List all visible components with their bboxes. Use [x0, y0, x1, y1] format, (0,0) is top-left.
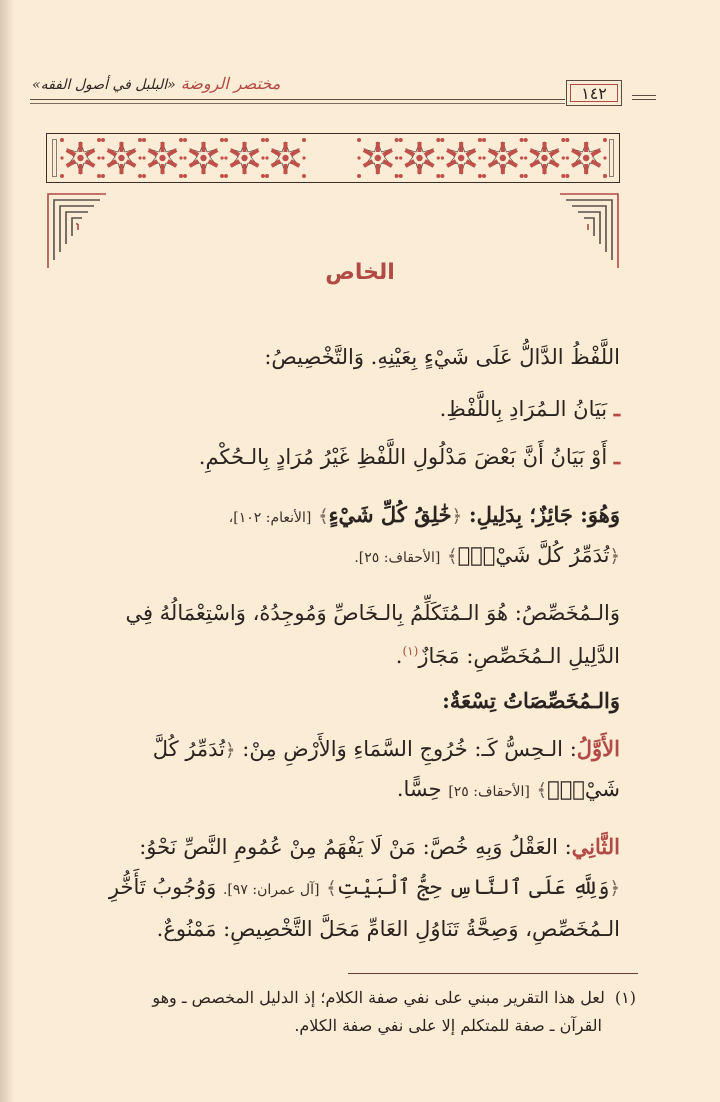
- footnote-separator: [348, 973, 638, 974]
- verse-reference: [الأحقاف: ٢٥].: [354, 550, 441, 566]
- paragraph-line: [396, 636, 620, 671]
- item-label-second: الثَّانِي: [571, 834, 620, 859]
- footnote-continuation: [294, 1014, 602, 1038]
- body-text: وَهُوَ: جَائِزٌ؛ بِدَلِيلِ:: [468, 502, 620, 527]
- quran-verse: تُدَمِّرُ كُلَّ: [152, 737, 226, 761]
- page-number: ١٤٢: [581, 83, 607, 103]
- corner-bracket-left-icon: [46, 192, 106, 268]
- body-text: اللَّفْظُ الدَّالُّ عَلَى شَيْءٍ بِعَيْنِهِ. وَالتَّخْصِيصُ:: [264, 345, 620, 369]
- quran-verse: تُدَمِّرُ كُلَّ شَيْءِۭ: [457, 543, 610, 567]
- paragraph-line: [354, 540, 620, 573]
- quran-close-bracket: ﴾: [318, 506, 329, 527]
- footnote-text: لعل هذا التقرير مبني على نفي صفة الكلام؛ إذ الدليل المخصص ـ وهو: [152, 988, 605, 1007]
- paragraph-line: [139, 832, 620, 862]
- quran-verse: شَيْءِۭ: [547, 777, 620, 801]
- paragraph-line: [153, 734, 620, 766]
- book-title-main: مختصر الروضة: [180, 74, 281, 93]
- paragraph-line: [125, 598, 620, 628]
- ornament-end-cap: [52, 139, 57, 177]
- period: .: [395, 644, 403, 668]
- footnote-number: (١): [614, 988, 636, 1007]
- body-text: وَالـمُخَصِّصَاتُ تِسْعَةٌ:: [442, 688, 620, 713]
- ornament-band: [46, 133, 620, 183]
- footnote: [152, 986, 636, 1010]
- quran-close-bracket: ﴾: [536, 780, 548, 801]
- section-title: الخاص: [325, 260, 395, 285]
- header-rule: [30, 103, 565, 104]
- body-text: : الـحِسُّ كَـ: خُرُوجِ السَّمَاءِ وَالأَرْضِ مِنْ:: [242, 737, 577, 761]
- quran-open-bracket: ﴿: [451, 506, 463, 527]
- list-item: [199, 442, 620, 472]
- verse-reference: [آل عمران: ٩٧].: [222, 882, 320, 898]
- quran-open-bracket: ﴿: [609, 546, 620, 567]
- quran-verse: وَلِلَّهِ عَلَى ٱلنَّاسِ حِجُّ ٱلْبَيْتِ: [336, 875, 610, 899]
- corner-bracket-right-icon: [560, 192, 620, 268]
- body-text: : العَقْلُ وَبِهِ خُصَّ: مَنْ لَا يَفْهَمُ مِنْ عُمُومِ النَّصِّ نَحْوُ:: [139, 835, 572, 859]
- body-text: وَوُجُوبُ تَأَخُّرِ: [108, 875, 217, 899]
- quran-open-bracket: ﴿: [225, 740, 236, 761]
- footnote-reference[interactable]: (١): [402, 644, 419, 658]
- list-item: [440, 394, 620, 424]
- paragraph-heading: [442, 686, 620, 716]
- paragraph-line: [157, 914, 620, 944]
- dash-bullet: ـ: [613, 444, 620, 469]
- body-text: أَوْ بَيَانُ أَنَّ بَعْضَ مَدْلُولِ اللَّفْظِ غَيْرُ مُرَادٍ بِالـحُكْمِ.: [198, 445, 608, 469]
- quran-close-bracket: ﴾: [447, 546, 458, 567]
- page-binding-shadow: [0, 0, 14, 1102]
- paragraph-line: [397, 774, 620, 807]
- dash-bullet: ـ: [613, 396, 620, 421]
- book-title-subtitle: «البلبل في أصول الفقه»: [32, 77, 176, 93]
- body-text: وَالـمُخَصِّصُ: هُوَ الـمُتَكَلِّمُ بِالـخَاصِّ وَمُوجِدُهُ، وَاسْتِعْمَالُهُ فِي: [125, 601, 620, 625]
- verse-reference: [الأنعام: ١٠٢]،: [228, 510, 312, 526]
- body-text: الـمُخَصِّصِ، وَصِحَّةُ تَنَاوُلِ العَامِّ مَحَلَّ التَّخْصِيصِ: مَمْنُوعٌ.: [156, 917, 620, 941]
- item-label-first: الأَوَّلُ: [576, 736, 620, 761]
- paragraph-line: [229, 500, 620, 533]
- page-number-box: [566, 80, 622, 106]
- quran-open-bracket: ﴿: [609, 878, 620, 899]
- definition-line: [264, 342, 620, 372]
- body-text: بَيَانُ الـمُرَادِ بِاللَّفْظِ.: [439, 397, 608, 421]
- body-text: الدَّلِيلِ الـمُخَصِّصِ: مَجَازٌ: [418, 644, 620, 668]
- verse-reference: [الأحقاف: ٢٥]: [448, 784, 530, 800]
- paragraph-line: [109, 872, 620, 905]
- body-text: حِسًّا.: [396, 777, 442, 801]
- geometric-star-pattern-icon: [60, 138, 306, 178]
- header-rule-tail: [632, 95, 656, 96]
- quran-close-bracket: ﴾: [326, 878, 337, 899]
- running-header: [30, 72, 630, 106]
- header-rule-tail: [632, 99, 656, 100]
- ornament-end-cap: [609, 139, 614, 177]
- quran-verse: خَٰلِقُ كُلِّ شَيْءٍ: [328, 502, 452, 527]
- header-rule: [30, 99, 565, 100]
- geometric-star-pattern-icon: [357, 138, 607, 178]
- book-title: [32, 72, 322, 97]
- footnote-text: القرآن ـ صفة للمتكلم إلا على نفي صفة الكلام.: [294, 1016, 602, 1035]
